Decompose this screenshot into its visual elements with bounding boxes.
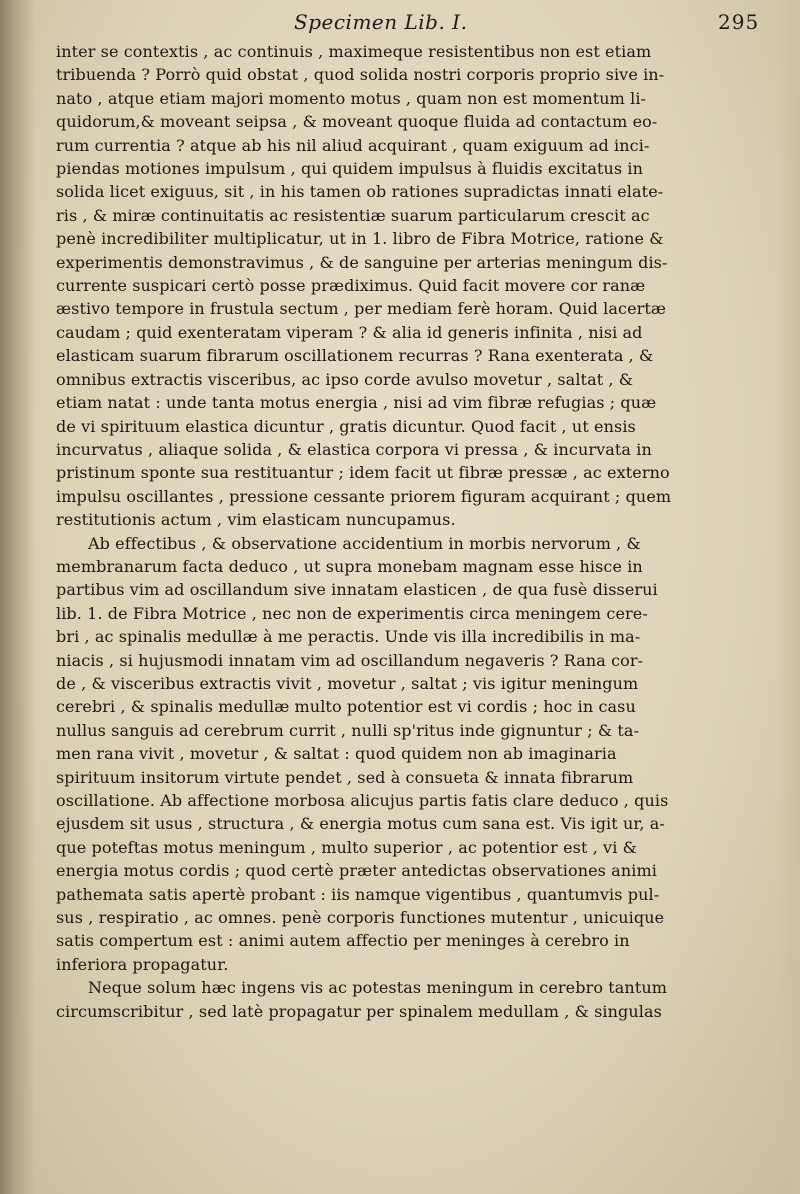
text-line: cerebri , & spinalis medullæ multo potentior est vi cordis ; hoc in casu: [56, 697, 636, 717]
body-text: [56, 40, 776, 1023]
text-line: experimentis demonstravimus , & de sanguine per arterias meningum dis-: [56, 252, 668, 272]
text-line: restitutionis actum , vim elasticam nuncupamus.: [56, 510, 456, 530]
text-line: lib. 1. de Fibra Motrice , nec non de experimentis circa meningem cere-: [56, 603, 648, 623]
text-line: membranarum facta deduco , ut supra monebam magnam esse hisce in: [56, 556, 643, 576]
text-line: æstivo tempore in frustula sectum , per mediam ferè horam. Quid lacertæ: [56, 299, 667, 319]
text-line: omnibus extractis visceribus, ac ipso corde avulso movetur , saltat , &: [56, 369, 634, 389]
text-line: ejusdem sit usus , structura , & energia motus cum sana est. Vis igit ur, a-: [56, 814, 665, 834]
text-line: circumscribitur , sed latè propagatur per spinalem medullam , & singulas: [56, 1001, 662, 1021]
text-line: inter se contextis , ac continuis , maximeque resistentibus non est etiam: [56, 42, 652, 61]
text-line: tribuenda ? Porrò quid obstat , quod solida nostri corporis proprio sive in-: [56, 65, 665, 85]
text-line: quidorum,& moveant seipsa , & moveant quoque fluida ad contactum eo-: [56, 112, 658, 132]
text-line: que poteftas motus meningum , multo superior , ac potentior est , vi &: [56, 837, 637, 857]
text-line: Neque solum hæc ingens vis ac potestas meningum in cerebro tantum: [88, 978, 668, 998]
text-line: energia motus cordis ; quod certè præter antedictas observationes animi: [56, 861, 657, 881]
text-line: nullus sanguis ad cerebrum currit , nulli sp'ritus inde gignuntur ; & ta-: [56, 720, 640, 740]
text-line: impulsu oscillantes , pressione cessante priorem figuram acquirant ; quem: [56, 486, 672, 506]
text-line: niacis , si hujusmodi innatam vim ad oscillandum negaveris ? Rana cor-: [56, 650, 644, 670]
text-line: pristinum sponte sua restituantur ; idem facit ut fibræ pressæ , ac externo: [56, 463, 670, 483]
text-line: spirituum insitorum virtute pendet , sed à consueta & innata fibrarum: [56, 767, 634, 787]
text-line: bri , ac spinalis medullæ à me peractis. Unde vis illa incredibilis in ma-: [56, 627, 641, 647]
page-edge: [778, 0, 800, 1194]
running-title: Specimen Lib. I.: [294, 10, 468, 34]
text-line: nato , atque etiam majori momento motus , quam non est momentum li-: [56, 88, 647, 108]
text-line: currente suspicari certò posse prædiximus. Quid facit movere cor ranæ: [56, 276, 646, 296]
page-number: 295: [718, 10, 760, 34]
text-line: de , & visceribus extractis vivit , movetur , saltat ; vis igitur meningum: [56, 673, 639, 693]
text-line: incurvatus , aliaque solida , & elastica corpora vi pressa , & incurvata in: [56, 439, 652, 459]
text-line: Ab effectibus , & observatione accidentium in morbis nervorum , &: [88, 533, 641, 553]
text-line: etiam natat : unde tanta motus energia , nisi ad vim fibræ refugias ; quæ: [56, 393, 657, 413]
text-line: de vi spirituum elastica dicuntur , gratis dicuntur. Quod facit , ut ensis: [56, 416, 636, 436]
text-line: ris , & miræ continuitatis ac resistentiæ suarum particularum crescit ac: [56, 205, 650, 225]
text-line: solida licet exiguus, sit , in his tamen ob rationes supradictas innati elate-: [56, 182, 664, 202]
text-line: satis compertum est : animi autem affectio per meninges à cerebro in: [56, 931, 630, 951]
binding-shadow: [0, 0, 36, 1194]
text-line: sus , respiratio , ac omnes. penè corporis functiones mutentur , unicuique: [56, 908, 665, 928]
page-header: [282, 6, 782, 36]
text-line: penè incredibiliter multiplicatur, ut in 1. libro de Fibra Motrice, ratione &: [56, 229, 664, 249]
text-line: caudam ; quid exenteratam viperam ? & alia id generis infinita , nisi ad: [56, 322, 643, 342]
text-line: piendas motiones impulsum , qui quidem impulsus à fluidis excitatus in: [56, 159, 644, 179]
text-line: men rana vivit , movetur , & saltat : quod quidem non ab imaginaria: [56, 744, 617, 764]
text-line: rum currentia ? atque ab his nil aliud acquirant , quam exiguum ad inci-: [56, 135, 650, 155]
text-line: oscillatione. Ab affectione morbosa alicujus partis fatis clare deduco , quis: [56, 791, 669, 810]
text-line: elasticam suarum fibrarum oscillationem recurras ? Rana exenterata , &: [56, 346, 654, 366]
text-line: partibus vim ad oscillandum sive innatam elasticen , de qua fusè disserui: [56, 580, 658, 600]
text-line: pathemata satis apertè probant : iis namque vigentibus , quantumvis pul-: [56, 884, 660, 904]
text-line: inferiora propagatur.: [56, 954, 229, 974]
